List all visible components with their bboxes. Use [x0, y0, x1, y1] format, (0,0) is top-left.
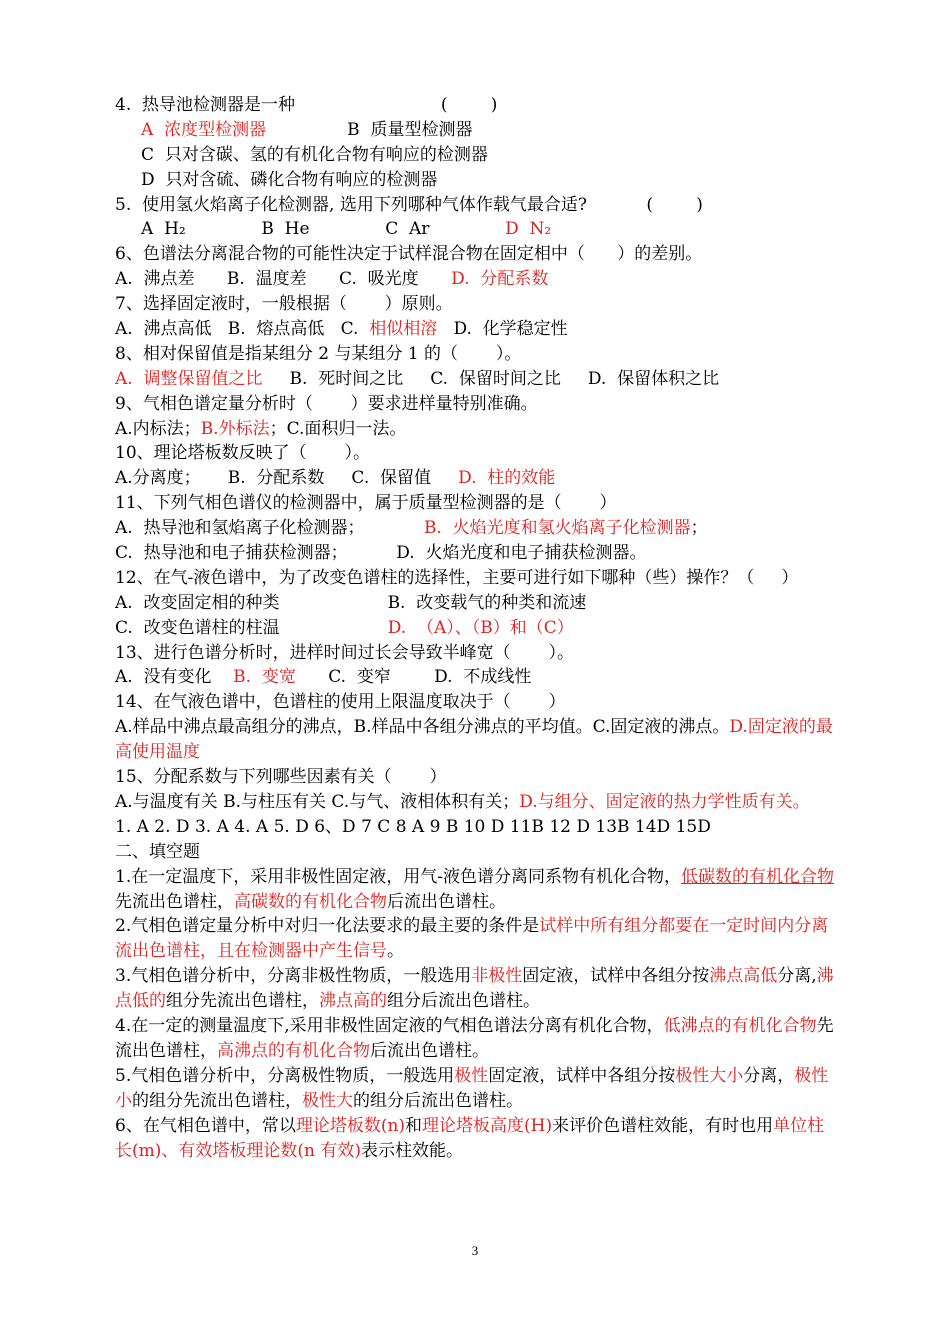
question-text: A. 热导池和氢焰离子化检测器；: [115, 518, 424, 539]
question-text: 固定液，试样中各组分按: [488, 1065, 676, 1086]
doc-line: [115, 441, 837, 466]
fill-item: [115, 914, 837, 964]
answer-text: 理论塔板数(n): [295, 1115, 406, 1136]
answer-text: A. 调整保留值之比: [115, 368, 263, 389]
question-text: 。: [387, 941, 404, 962]
question-text: ；C.面积归一法。: [269, 418, 407, 439]
question-text: 后流出色谱柱。: [370, 1041, 489, 1062]
question-text: 4.在一定的测量温度下,采用非极性固定液的气相色谱法分离有机化合物，: [115, 1016, 664, 1037]
doc-line: [115, 292, 837, 317]
question-text: A. 改变固定相的种类 B. 改变载气的种类和流速: [115, 592, 587, 613]
doc-line: [115, 193, 837, 218]
answer-text: 低碳数的有机化合物: [680, 866, 834, 887]
question-text: 11、下列气相色谱仪的检测器中，属于质量型检测器的是（ ）: [115, 493, 617, 514]
answer-text: B.外标法: [200, 418, 270, 439]
answer-text: 非极性: [471, 966, 523, 987]
question-text: 4. 热导池检测器是一种 ( ): [115, 95, 498, 115]
question-text: 13、进行色谱分析时，进样时间过长会导致半峰宽（ ）。: [115, 642, 574, 663]
question-text: 10、理论塔板数反映了（ ）。: [115, 443, 370, 464]
question-text: 14、在气液色谱中，色谱柱的使用上限温度取决于（ ）: [115, 692, 566, 713]
answer-text: B. 火焰光度和氢火焰离子化检测器: [423, 518, 691, 539]
doc-line: [115, 466, 837, 491]
question-text: 5. 使用氢火焰离子化检测器, 选用下列哪种气体作载气最合适? ( ): [115, 194, 703, 215]
answer-text: 试样中所有组分都要在一定时间内分离流出色谱柱，且在检测器中产生信号: [115, 916, 829, 962]
doc-line: [115, 267, 837, 292]
question-text: 8、相对保留值是指某组分 2 与某组分 1 的（ ）。: [115, 343, 522, 364]
question-text: D 只对含硫、磷化合物有响应的检测器: [141, 169, 438, 190]
question-text: 6、在气相色谱中，常以: [115, 1115, 296, 1136]
answer-text: 沸点高的: [319, 991, 387, 1012]
doc-line: [115, 242, 837, 267]
answer-key: 1. A 2. D 3. A 4. A 5. D 6、D 7 C 8 A 9 B 10 D 11B 12 D 13B 14D 15D: [115, 816, 711, 837]
doc-line: [115, 641, 837, 666]
doc-line: [115, 367, 837, 392]
doc-line: [115, 591, 837, 616]
question-text: 来评价色谱柱效能，有时也用: [552, 1115, 774, 1136]
answer-text: D. （A）、（B）和（C）: [387, 617, 574, 638]
answer-text: 低沸点的有机化合物: [663, 1016, 817, 1037]
answer-text: 极性: [454, 1065, 489, 1086]
question-text: A.内标法；: [115, 418, 201, 439]
question-text: 2.气相色谱定量分析中对归一化法要求的最主要的条件是: [115, 916, 540, 937]
question-text: 先流出色谱柱，: [115, 1016, 834, 1062]
question-text: A.样品中沸点最高组分的沸点，B.样品中各组分沸点的平均值。C.固定液的沸点。: [115, 717, 730, 738]
doc-line: [115, 118, 837, 143]
question-text: B 质量型检测器: [266, 119, 473, 140]
doc-line: [115, 516, 837, 541]
question-text: 的组分先流出色谱柱，: [132, 1090, 302, 1111]
doc-line: [115, 317, 837, 342]
answer-text: D N₂: [505, 219, 552, 240]
question-text: C 只对含碳、氢的有机化合物有响应的检测器: [141, 144, 488, 165]
question-text: 7、选择固定液时，一般根据（ ）原则。: [115, 294, 453, 315]
answer-text: 极性大小: [675, 1065, 744, 1086]
question-text: D. 化学稳定性: [437, 319, 568, 340]
answer-text: 高沸点的有机化合物: [217, 1041, 370, 1062]
fill-item: [115, 1064, 837, 1114]
question-text: A. 没有变化: [115, 667, 234, 688]
question-text: A. 沸点高低 B. 熔点高低 C.: [115, 319, 370, 340]
q15-options: [115, 790, 837, 815]
answer-text: 极性小: [115, 1065, 829, 1111]
answer-text: 单位柱长(m)、有效塔板理论数(n 有效): [115, 1115, 825, 1161]
question-text: 5.气相色谱分析中，分离极性物质，一般选用: [115, 1065, 455, 1086]
answer-text: D.与组分、固定液的热力学性质有关。: [519, 791, 810, 812]
answer-text: 理论塔板高度(H): [422, 1115, 553, 1136]
answer-text: D.固定液的最高使用温度: [115, 717, 833, 763]
question-text: 固定液，试样中各组分按: [522, 966, 710, 987]
question-text: 6、色谱法分离混合物的可能性决定于试样混合物在固定相中（ ）的差别。: [115, 244, 703, 265]
question-text: 1.在一定温度下，采用非极性固定液，用气-液色谱分离同系物有机化合物，: [115, 866, 681, 887]
question-text: A H₂ B He C Ar: [141, 219, 506, 240]
answer-text: D. 柱的效能: [458, 468, 556, 489]
doc-line: [115, 491, 837, 516]
doc-line: [115, 566, 837, 591]
doc-line: [115, 616, 837, 641]
question-text: 12、在气-液色谱中，为了改变色谱柱的选择性，主要可进行如下哪种（些）操作？（ ）: [115, 567, 799, 588]
question-text: A.分离度； B. 分配系数 C. 保留值: [115, 468, 459, 489]
doc-line: [115, 143, 837, 168]
doc-line: [115, 342, 837, 367]
question-text: B. 死时间之比 C. 保留时间之比 D. 保留体积之比: [262, 368, 720, 389]
question-text: 分离,: [777, 966, 817, 987]
answer-text: B. 变宽: [233, 667, 296, 688]
fill-item: [115, 865, 837, 915]
question-text: 后流出色谱柱。: [387, 891, 506, 912]
page-number: 3: [471, 1243, 479, 1258]
question-text: 3.气相色谱分析中，分离非极性物质，一般选用: [115, 966, 472, 987]
question-text: 和: [405, 1115, 423, 1136]
question-text: C. 变窄 D. 不成线性: [295, 667, 532, 688]
answer-text: D. 分配系数: [451, 269, 549, 290]
question-text: 分离，: [743, 1065, 795, 1086]
answer-text: 沸点低的: [115, 966, 834, 1012]
answer-text: 相似相溶: [369, 319, 438, 340]
question-text: A.与温度有关 B.与柱压有关 C.与气、液相体积有关；: [115, 791, 520, 812]
doc-line: [115, 417, 837, 442]
fill-item: [115, 1114, 837, 1164]
question-text: C. 改变色谱柱的柱温: [115, 617, 388, 638]
question-text: C. 热导池和电子捕获检测器； D. 火焰光度和电子捕获检测器。: [115, 543, 647, 564]
question-text: A. 沸点差 B. 温度差 C. 吸光度: [115, 269, 452, 290]
document-body: [115, 93, 837, 1164]
doc-line: [115, 541, 837, 566]
doc-line: [115, 392, 837, 417]
answer-text: 极性大: [302, 1090, 353, 1111]
doc-line: [115, 168, 837, 193]
question-text: 组分先流出色谱柱，: [166, 991, 319, 1012]
question-text: 表示柱效能。: [361, 1140, 464, 1161]
doc-line: [115, 690, 837, 715]
answer-text: 高碳数的有机化合物: [234, 891, 387, 912]
doc-line: [115, 217, 837, 242]
answer-text: 沸点高低: [709, 966, 778, 987]
fill-item: [115, 964, 837, 1014]
question-text: 先流出色谱柱，: [115, 891, 234, 912]
fill-item: [115, 1014, 837, 1064]
doc-line: [115, 665, 837, 690]
doc-line: [115, 93, 837, 118]
question-text: 9、气相色谱定量分析时（ ）要求进样量特别准确。: [115, 393, 538, 414]
q14-options: [115, 715, 837, 765]
question-text: 的组分后流出色谱柱。: [353, 1090, 523, 1111]
question-text: ；: [690, 518, 708, 539]
answer-text: A 浓度型检测器: [141, 119, 267, 140]
section-title: 二、填空题: [115, 841, 200, 862]
question-text: 组分后流出色谱柱。: [387, 991, 540, 1012]
q15-question: 15、分配系数与下列哪些因素有关（ ）: [115, 767, 447, 788]
